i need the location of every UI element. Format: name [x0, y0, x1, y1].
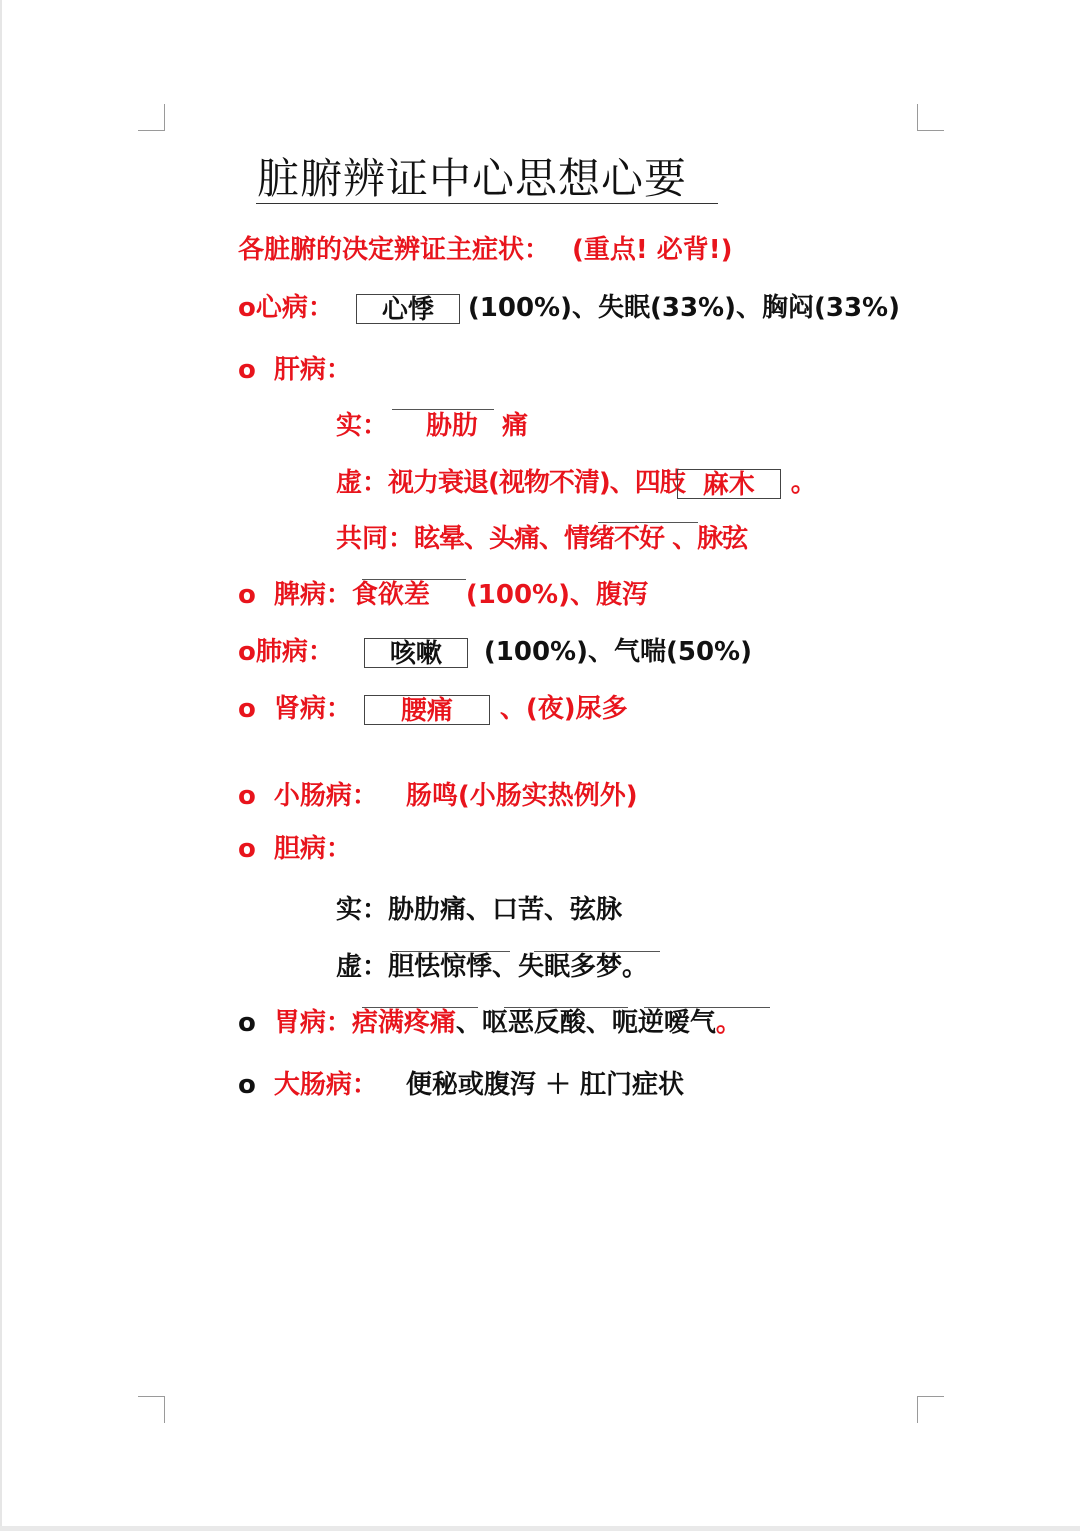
page-edge [0, 1526, 1080, 1531]
spleen-label: 脾病： [273, 580, 352, 610]
bullet: o [238, 637, 256, 667]
bullet: o [238, 781, 256, 811]
bullet: o [238, 834, 256, 864]
liver-label: 肝病： [273, 355, 352, 385]
gallbladder-label: 胆病： [273, 834, 352, 864]
bullet: o [238, 293, 256, 323]
overline-mark [644, 1007, 770, 1008]
overline-mark [362, 579, 466, 580]
gallbladder-xu-label: 虚： [336, 952, 389, 982]
overline-mark [392, 409, 494, 410]
liver-common-text: 眩晕、头痛、情绪不好 、脉弦 [414, 524, 748, 554]
overline-mark [392, 951, 510, 952]
heart-line [238, 291, 900, 325]
kidney-boxed-symptom: 腰痛 [364, 695, 490, 725]
gallbladder-shi-text: 胁肋痛、口苦、弦脉 [388, 895, 623, 925]
bullet: o [238, 355, 256, 385]
lung-boxed-symptom: 咳嗽 [364, 638, 468, 668]
gallbladder-xu-text: 胆怯惊悸、失眠多梦。 [388, 952, 649, 982]
bullet: o [238, 1070, 256, 1100]
intro-note: (重点! 必背!) [572, 235, 733, 265]
liver-xu-boxed: 麻木 [677, 469, 781, 499]
liver-common-line [336, 522, 747, 556]
gallbladder-line [238, 832, 352, 866]
kidney-label: 肾病： [273, 694, 352, 724]
crop-mark [917, 1396, 944, 1423]
spleen-rest: (100%)、腹泻 [465, 580, 648, 610]
small-intestine-line [238, 779, 638, 813]
bullet: o [238, 580, 256, 610]
heart-label: 心病： [255, 293, 334, 323]
title-underline [256, 203, 718, 204]
small-intestine-label: 小肠病： [273, 781, 378, 811]
overline-mark [362, 1007, 478, 1008]
large-intestine-text: 便秘或腹泻 ＋ 肛门症状 [405, 1070, 684, 1100]
heart-boxed-symptom: 心悸 [356, 294, 460, 324]
large-intestine-line [238, 1068, 684, 1102]
page-title: 脏腑辨证中心思想心要 [257, 154, 688, 203]
small-intestine-text: 肠鸣(小肠实热例外) [405, 781, 638, 811]
liver-common-label: 共同： [336, 524, 415, 554]
liver-shi-a: 胁肋 [426, 411, 479, 441]
kidney-rest: 、(夜)尿多 [499, 694, 628, 724]
kidney-line [238, 692, 628, 726]
page-edge [0, 0, 2, 1531]
intro-line [238, 233, 733, 267]
heart-rest: (100%)、失眠(33%)、胸闷(33%) [467, 293, 900, 323]
stomach-line [238, 1006, 742, 1040]
stomach-text-a: 痞满疼痛 [351, 1008, 456, 1038]
liver-shi-label: 实： [336, 411, 389, 441]
liver-shi-b: 痛 [502, 411, 529, 441]
lung-line [238, 635, 752, 669]
overline-mark [504, 1007, 628, 1008]
liver-xu-line [336, 466, 817, 500]
stomach-end: 。 [715, 1008, 742, 1038]
stomach-label: 胃病： [273, 1008, 352, 1038]
liver-shi-line [336, 409, 528, 443]
crop-mark [138, 1396, 165, 1423]
liver-xu-label: 虚： [336, 468, 389, 498]
gallbladder-shi-line [336, 893, 622, 927]
spleen-text: 食欲差 [351, 580, 430, 610]
spleen-line [238, 578, 648, 612]
overline-mark [598, 522, 698, 523]
crop-mark [138, 104, 165, 131]
gallbladder-xu-line [336, 950, 648, 984]
liver-xu-end: 。 [790, 468, 817, 498]
large-intestine-label: 大肠病： [273, 1070, 378, 1100]
lung-rest: (100%)、气喘(50%) [483, 637, 752, 667]
liver-line [238, 353, 352, 387]
lung-label: 肺病： [255, 637, 334, 667]
intro-text: 各脏腑的决定辨证主症状： [238, 235, 551, 265]
stomach-text-b: 、呕恶反酸、呃逆嗳气 [455, 1008, 716, 1038]
bullet: o [238, 694, 256, 724]
overline-mark [534, 951, 660, 952]
crop-mark [917, 104, 944, 131]
gallbladder-shi-label: 实： [336, 895, 389, 925]
liver-xu-text: 视力衰退(视物不清)、四肢 [388, 468, 685, 498]
bullet: o [238, 1008, 256, 1038]
